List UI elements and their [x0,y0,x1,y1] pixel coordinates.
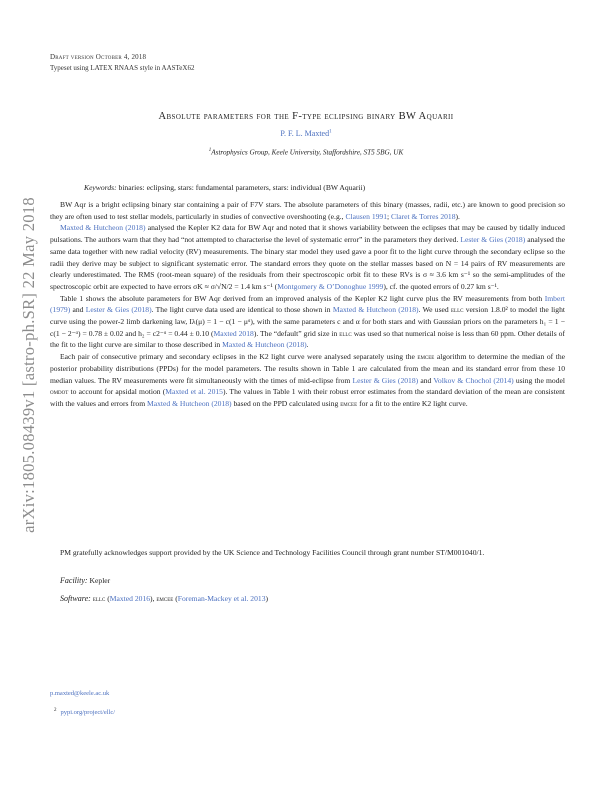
facility-label: Facility: [60,576,88,585]
ref-link[interactable]: Maxted & Hutcheon (2018) [60,223,146,233]
author-sup: 1 [329,129,332,135]
keywords-text: binaries: eclipsing, stars: fundamental parameters, stars: individual (BW Aquarii) [116,183,366,192]
keywords-label: Keywords: [84,183,117,192]
facility-value: Kepler [89,576,111,585]
ref-link[interactable]: Montgomery & O’Donoghue 1999 [277,281,384,291]
text-run: for a fit to the entire K2 light curve. [357,398,468,408]
ref-link[interactable]: Maxted & Hutcheon (2018) [332,305,419,315]
ref-link[interactable]: Maxted & Hutcheon (2018) [147,398,232,408]
body-text [50,199,565,410]
text-run: and [70,305,86,315]
arxiv-id: arXiv:1805.08439v1 [astro-ph.SR] 22 May 2018 [19,197,38,533]
text-run: analysed the Kepler K2 data for BW Aqr and noted that it shows variability between the eclipses that may be caused by tidally induced pulsations. The authors warn that they had “not attempted to characterise the level of systematic error” in the parameters they derived. [50,223,565,245]
text-run: and [418,375,434,385]
text-run: was used so that numerical noise is less than 60 ppm. Other details of the fit to the light curve are similar to those described in [50,328,565,350]
text-run: using the model [513,375,565,385]
software-name: emcee [340,398,358,408]
ref-link[interactable]: Lester & Gies (2018) [460,235,526,245]
acknowledgements: PM gratefully acknowledges support provided by the UK Science and Technology Facilities Council through grant number ST/M001040/1. [60,548,485,557]
software-name: ellc [450,305,464,315]
text-run: ). [455,211,460,221]
affiliation-text: Astrophysics Group, Keele University, Staffordshire, ST5 5BG, UK [211,148,404,157]
text-run: . [306,340,309,350]
text-run: BW Aqr is a bright eclipsing binary star containing a pair of F7V stars. The absolute parameters of this binary (masses, radii, etc.) are known to good precision so they are often used to test stellar models, particularly in studies of convective overshooting (e.g., [50,200,565,221]
paper-title: Absolute parameters for the F-type eclipsing binary BW Aquarii [158,111,454,122]
typeset-note: Typeset using LATEX RNAAS style in AASTeX62 [50,64,195,72]
software-line: Software: ellc (Maxted 2016), emcee (Foreman-Mackey et al. 2013) [60,594,269,603]
ref-link[interactable]: Lester & Gies (2018) [85,305,152,315]
text-run: ), [150,594,157,603]
text-run: Table 1 shows the absolute parameters for BW Aqr derived from an improved analysis of the Kepler K2 light curve plus the RV measurements from both [60,293,545,303]
text-run: algorithm to determine the median of the posterior probability distributions (PPDs) for the model parameters. The results shown in Table 1 are calculated from the mean and its standard error from these 10 median values. The RV measurements were fit simultaneously with the times of mid-eclipse from [50,352,565,385]
text-run: based on the PPD calculated using [231,398,341,408]
affil-sup: 1 [208,148,212,153]
ref-link[interactable]: Imbert (1979) [50,293,565,315]
text-run: ). The “default” grid size in [253,328,340,338]
paragraph-3 [50,293,565,352]
ref-link[interactable]: Maxted 2016 [109,594,151,603]
arxiv-sidebar [14,160,42,580]
paragraph-4 [50,351,565,410]
software-name: emcee [417,352,435,362]
paragraph-2 [50,222,565,292]
ref-link[interactable]: Maxted et al. 2015 [165,387,223,397]
keywords [84,183,544,192]
paragraph-1 [50,199,565,222]
text-run: version 1.8.0² to model the light curve using the power-2 limb darkening law, Iλ(μ) = 1 − c(1 − μᵅ), with the same parameters c and α for both stars and with Gaussian priors on the parameters h₁ = 1 − c(1 − 2⁻ᵅ) = 0.78 ± 0.02 and h₂ = c2⁻ᵅ = 0.44 ± 0.10 ( [50,305,565,338]
ref-link[interactable]: Claret & Torres 2018 [391,211,456,221]
text-run: . The light curve data used are identical to those shown in [151,305,333,315]
author-name[interactable]: P. F. L. Maxted [280,129,330,138]
software-label: Software: [60,594,91,603]
footnote-number: 2 [54,708,57,713]
ref-link[interactable]: Volkov & Chochol (2014) [433,375,514,385]
ref-link[interactable]: Maxted 2018 [213,328,254,338]
author-email[interactable]: p.maxted@keele.ac.uk [50,690,110,697]
facility-line [60,576,110,585]
ref-link[interactable]: Maxted & Hutcheon (2018) [222,340,307,350]
draft-version: Draft version October 4, 2018 [50,53,147,61]
text-run: analysed the same data together with new radial velocity (RV) measurements. The binary star model they used gave a poor fit to the light curve through the secondary eclipse so the radii they derive may be subject to significant systematic error. The standard errors they quote on the stellar masses based on N = 14 pairs of RV measurements are clearly underestimated. The RMS (root-mean square) of the residuals from their spectroscopic orbit fit to these RVs is σ ≈ 3.6 km s⁻¹ so the semi-amplitudes of the spectroscopic orbit are expected to have errors σK ≈ σ/√N/2 = 1.4 km s⁻¹ ( [50,235,566,291]
software-name: ellc [339,328,352,338]
software-name: ellc [92,594,106,603]
footnote [54,708,115,716]
text-run: ), cf. the quoted errors of 0.27 km s⁻¹. [383,281,499,291]
text-run: . We used [418,305,451,315]
text-run: Each pair of consecutive primary and secondary eclipses in the K2 light curve were analysed separately using the [60,352,418,362]
ref-link[interactable]: Lester & Gies (2018) [352,375,419,385]
ref-link[interactable]: Foreman-Mackey et al. 2013 [177,594,266,603]
author[interactable] [0,129,612,138]
text-run: ). The values in Table 1 with their robust error estimates from the standard deviation of the mean are consistent with the values and errors from [50,387,565,408]
software-name: omdot [50,387,69,397]
text-run: to account for apsidal motion ( [68,387,166,397]
ref-link[interactable]: Clausen 1991 [345,211,388,221]
affiliation [0,148,612,156]
footnote-url[interactable]: pypi.org/project/ellc/ [60,709,116,717]
software-name: emcee [156,594,174,603]
text-run: ; [387,211,392,221]
